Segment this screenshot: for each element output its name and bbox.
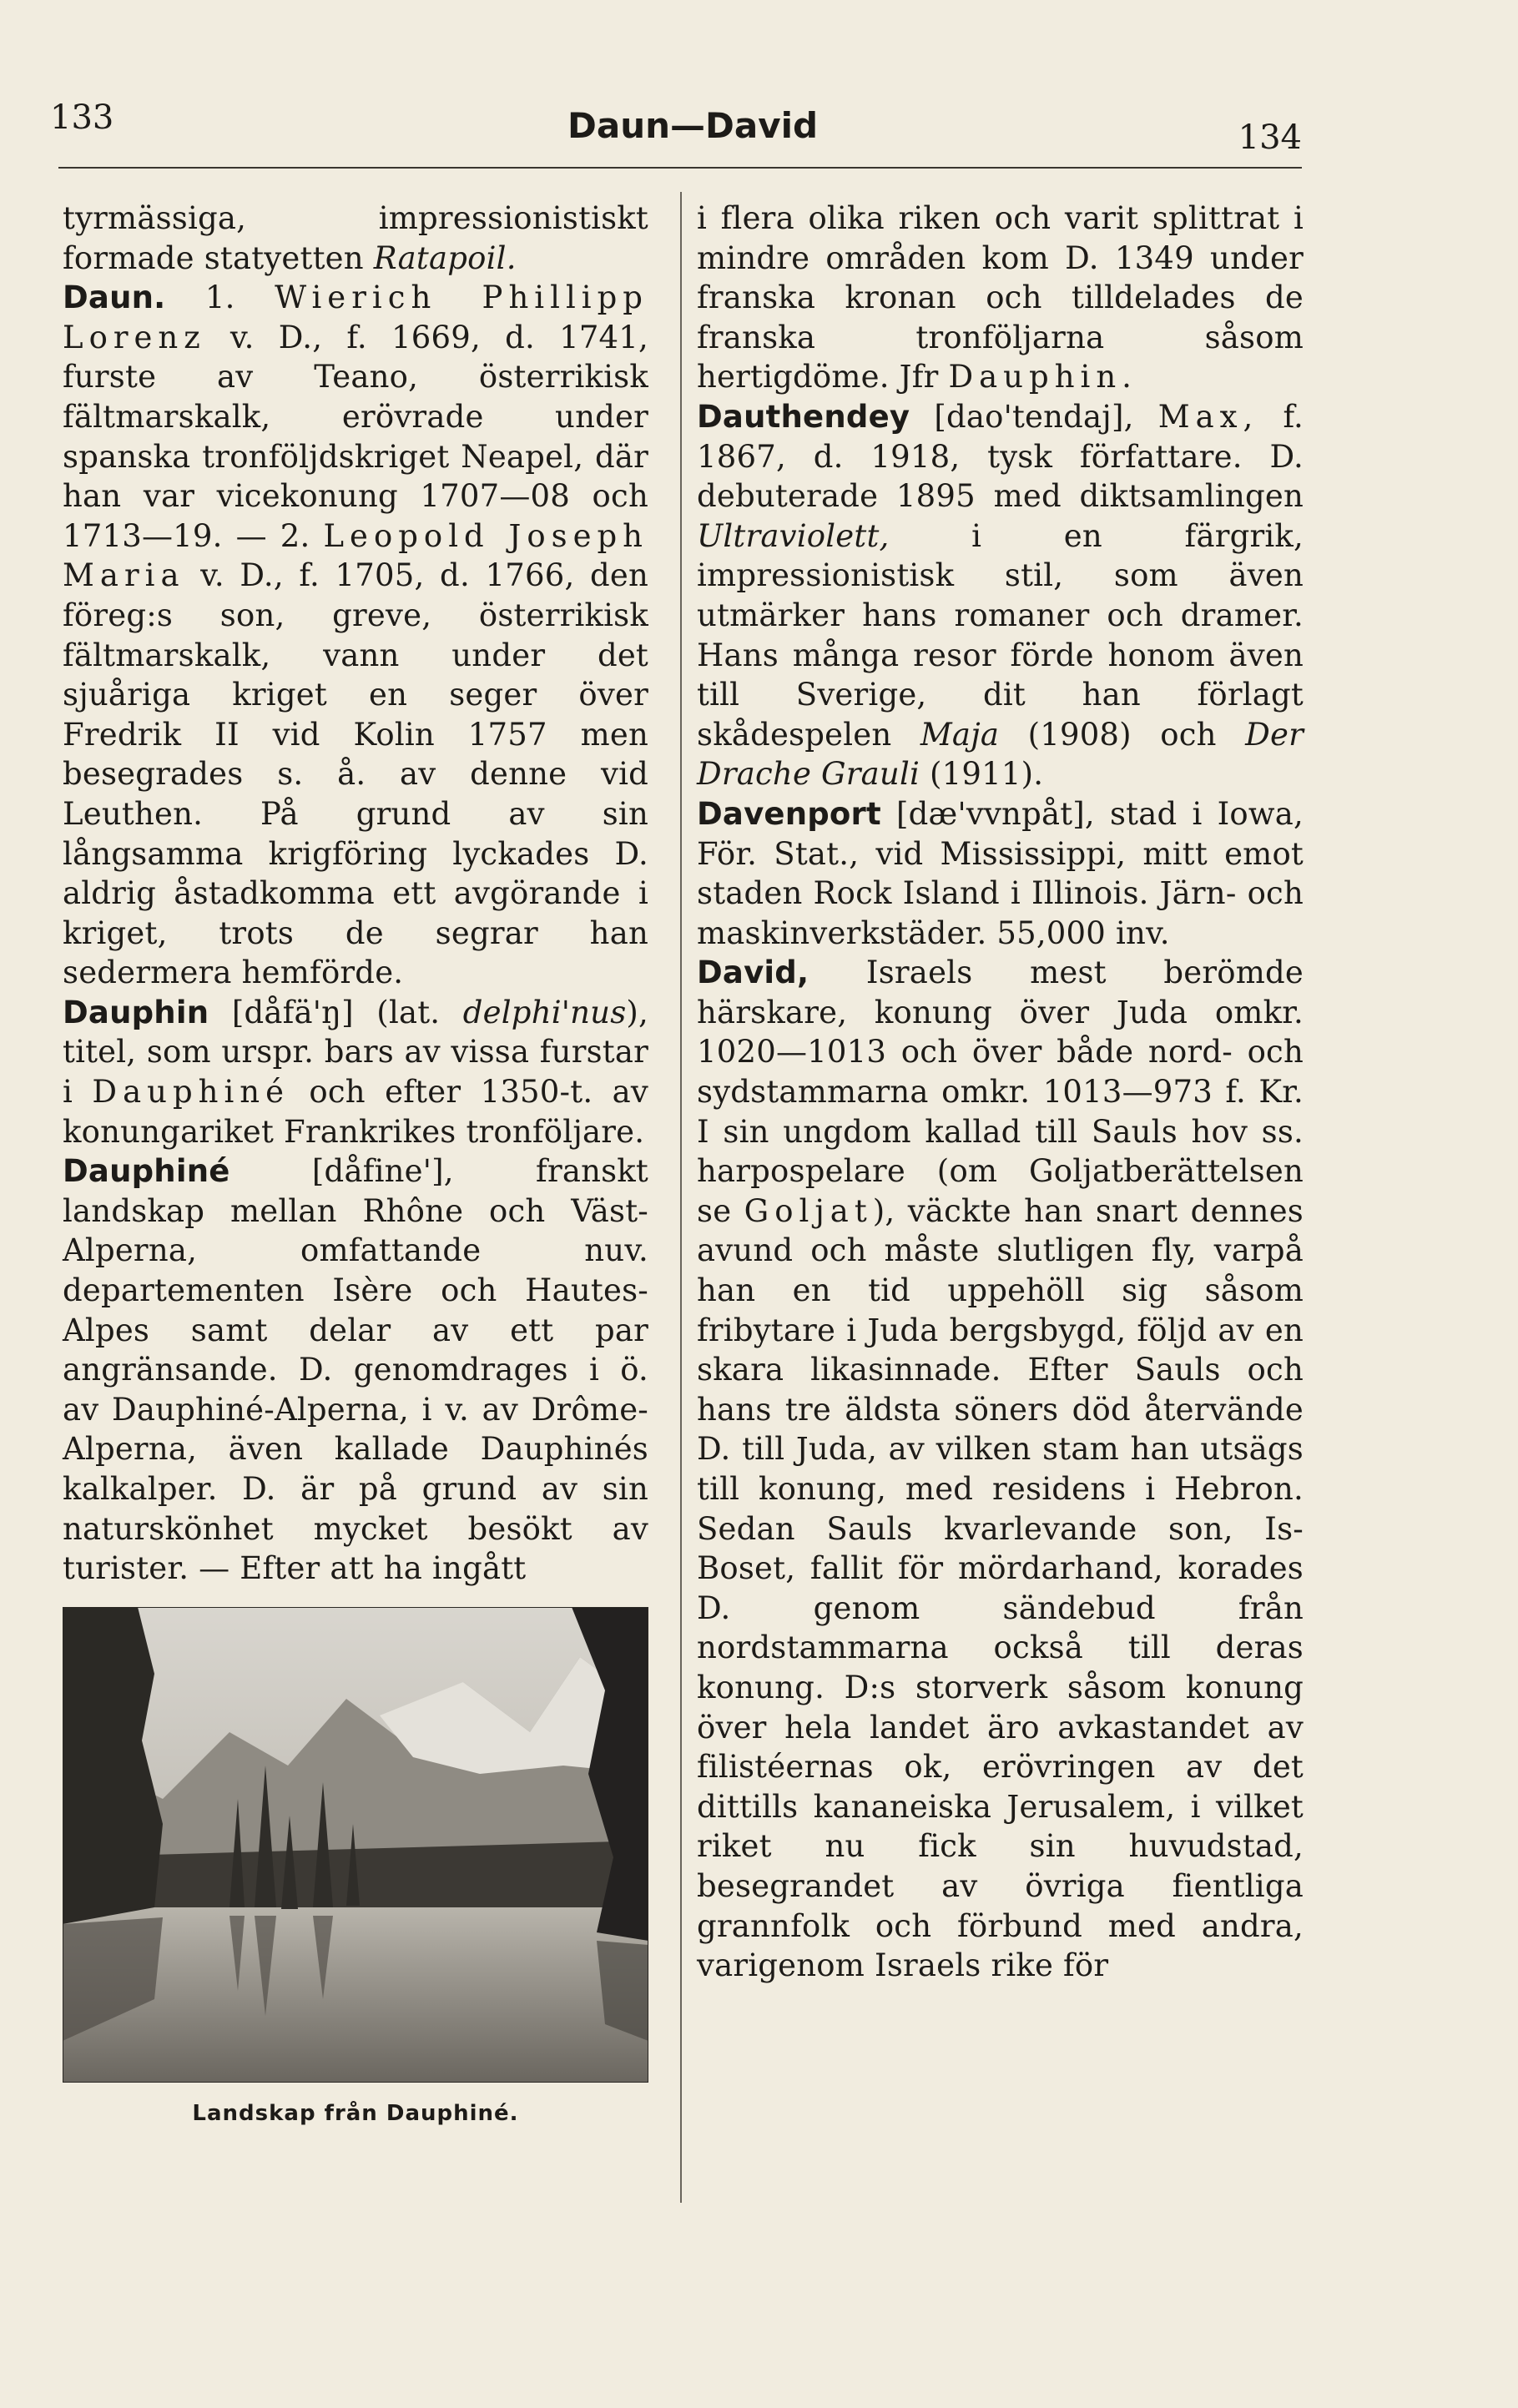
entry-continuation bbox=[63, 199, 648, 278]
entry-text: ), titel, som urspr. bars av vissa furstar i bbox=[63, 994, 648, 1111]
entry-dauphin bbox=[63, 993, 648, 1151]
landscape-photo bbox=[63, 1607, 648, 2083]
headword-dauthendey: Dauthendey bbox=[697, 398, 910, 435]
entry-text: och efter 1350-t. av konungariket Frankrikes tronföljare. bbox=[63, 1074, 648, 1150]
figure-caption: Landskap från Dauphiné. bbox=[192, 2100, 519, 2126]
headword-davenport: Davenport bbox=[697, 795, 881, 832]
entry-text: tyrmässiga, impressionistiskt formade statyetten bbox=[63, 200, 648, 276]
spaced-name: Dauphin. bbox=[948, 359, 1137, 395]
entry-text: i en färgrik, impressionistisk stil, som även utmärker hans romaner och dramer. Hans många resor förde honom även till Sverige, dit han förlagt skådespelen bbox=[697, 517, 1304, 753]
entry-davenport bbox=[697, 794, 1304, 953]
entry-text: v. D., f. 1705, d. 1766, den föreg:s son, greve, österrikisk fältmarskalk, vann under det sjuåriga kriget en seger över Fredrik II vid Kolin 1757 men besegrades s. å. av denne vid Leuthen. På grund av sin långsamma krigföring lyckades D. aldrig åstadkomma ett avgörande i kriget, trots de segrar han sedermera hemförde. bbox=[63, 557, 648, 991]
entry-continuation bbox=[697, 199, 1304, 397]
figure bbox=[63, 1607, 648, 2134]
headword-daun: Daun. bbox=[63, 280, 166, 316]
running-head: Daun—David bbox=[567, 105, 819, 146]
entry-dauthendey bbox=[697, 397, 1304, 794]
entry-text: (1908) och bbox=[1027, 716, 1217, 753]
headword-dauphin: Dauphin bbox=[63, 994, 209, 1030]
page-number-right: 134 bbox=[1238, 118, 1302, 157]
spaced-name: Wierich Phillipp Lorenz bbox=[63, 280, 648, 355]
spaced-name: Leopold Joseph Maria bbox=[63, 517, 648, 594]
page-header bbox=[50, 98, 1302, 165]
entry-dauphine bbox=[63, 1151, 648, 1589]
entry-italic: Maja bbox=[920, 716, 1000, 753]
column-divider bbox=[680, 192, 682, 2203]
headword-dauphine: Dauphiné bbox=[63, 1153, 230, 1190]
entry-text: ), väckte han snart dennes avund och måste slutligen fly, varpå han en tid uppehöll sig såsom fribytare i Juda bergsbygd, följd av en skara likasinnade. Efter Sauls och hans tre äldsta söners död återvände D. till Juda, av vilken stam han utsägs till konung, med residens i Hebron. Sedan Sauls kvarlevande son, Is-Boset, fallit för mördarhand, korades D. genom sändebud från nordstammarna också till deras konung. D:s storverk såsom konung över hela landet äro avkastandet av filistéernas ok, erövringen av det dittills kananeiska Jerusalem, i vilket riket nu fick sin huvudstad, besegrandet av övriga fientliga grannfolk och förbund med andra, varigenom Israels rike för bbox=[697, 1192, 1304, 1984]
right-column bbox=[697, 199, 1304, 1986]
header-rule bbox=[58, 167, 1302, 169]
entry-italic: delphi'nus bbox=[462, 994, 627, 1030]
spaced-name: Dauphiné bbox=[92, 1074, 290, 1111]
left-column bbox=[63, 199, 648, 2133]
entry-text: f. 1867, d. 1918, tysk författare. D. debuterade 1895 med diktsamlingen bbox=[697, 398, 1304, 515]
page-number-left: 133 bbox=[50, 98, 114, 137]
entry-italic: Ratapoil. bbox=[373, 239, 517, 276]
entry-text: [dåfä'ŋ] (lat. bbox=[231, 994, 441, 1030]
entry-text: (1911). bbox=[930, 756, 1044, 793]
entry-text: [dao'tendaj], bbox=[934, 398, 1134, 435]
entry-italic: Der Drache Grauli bbox=[697, 716, 1304, 793]
entry-text: Israels mest berömde härskare, konung över Juda omkr. 1020—1013 och över både nord- och sydstammarna omkr. 1013—973 f. Kr. I sin ungdom kallad till Sauls hov ss. harpospelare (om Goljatberättelsen se bbox=[697, 955, 1304, 1229]
entry-text: [dæ'vvnpåt], stad i Iowa, För. Stat., vid Mississippi, mitt emot staden Rock Island i Illinois. Järn- och maskinverkstäder. 55,000 inv. bbox=[697, 795, 1304, 951]
headword-david: David, bbox=[697, 955, 809, 991]
entry-text: 1. bbox=[204, 280, 235, 316]
entry-text: v. D., f. 1669, d. 1741, furste av Teano, österrikisk fältmarskalk, erövrade under spanska tronföljdskriget Neapel, där han var vicekonung 1707—08 och 1713—19. — 2. bbox=[63, 319, 648, 554]
entry-text: i flera olika riken och varit splittrat i mindre områden kom D. 1349 under franska kronan och tilldelades de franska tronföljarna såsom hertigdöme. Jfr bbox=[697, 200, 1304, 395]
entry-daun bbox=[63, 278, 648, 993]
entry-text: [dåfine'], franskt landskap mellan Rhône och Väst-Alperna, omfattande nuv. departementen Isère och Hautes-Alpes samt delar av ett par angränsande. D. genomdrages i ö. av Dauphiné-Alperna, i v. av Drôme-Alperna, även kallade Dauphinés kalkalper. D. är på grund av sin naturskönhet mycket besökt av turister. — Efter att ha ingått bbox=[63, 1153, 648, 1587]
spaced-name: Goljat bbox=[744, 1192, 873, 1229]
entry-italic: Ultraviolett, bbox=[697, 517, 890, 554]
entry-david bbox=[697, 953, 1304, 1985]
spaced-name: Max, bbox=[1157, 398, 1259, 435]
